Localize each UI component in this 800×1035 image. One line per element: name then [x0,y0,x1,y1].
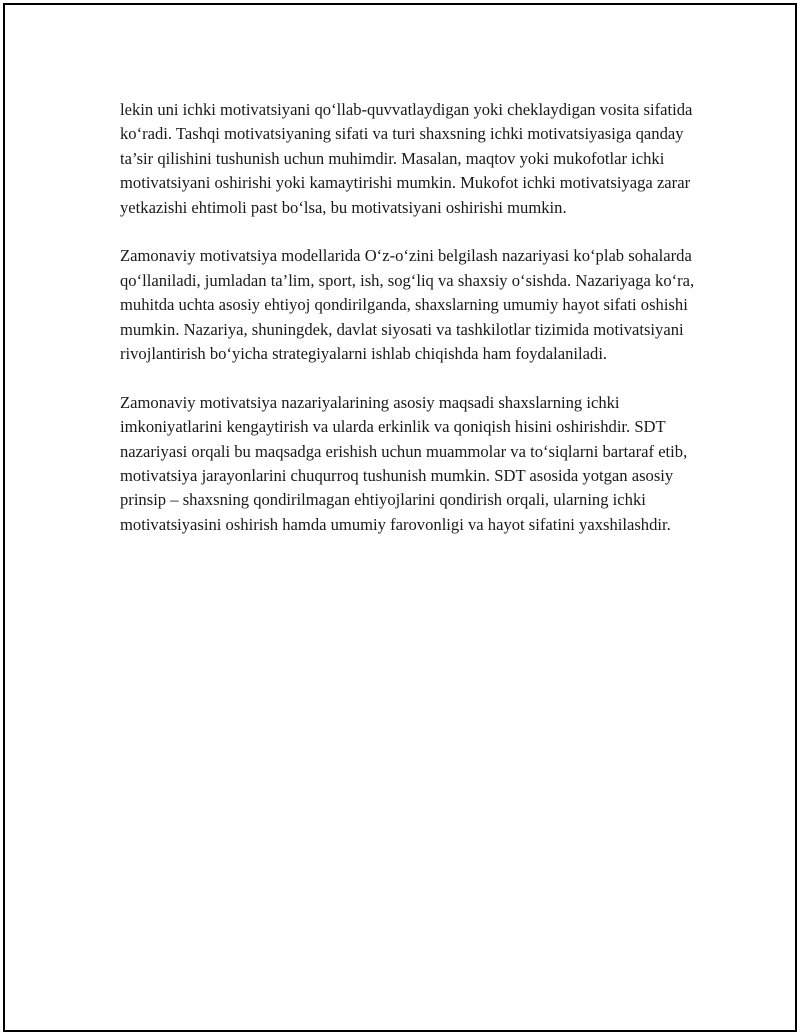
paragraph-1: lekin uni ichki motivatsiyani qo‘llab-quvvatlaydigan yoki cheklaydigan vosita sifatida ko‘radi. Tashqi motivatsiyaning sifati va turi shaxsning ichki motivatsiyasiga qanday ta’sir qilishini tushunish uchun muhimdir. Masalan, maqtov yoki mukofotlar ichki motivatsiyani oshirishi yoki kamaytirishi mumkin. Mukofot ichki motivatsiyaga zarar yetkazishi ehtimoli past bo‘lsa, bu motivatsiyani oshirishi mumkin. [120,100,693,217]
paragraph-3: Zamonaviy motivatsiya nazariyalarining asosiy maqsadi shaxslarning ichki imkoniyatlarini kengaytirish va ularda erkinlik va qoniqish hisini oshirishdir. SDT nazariyasi orqali bu maqsadga erishish uchun muammolar va to‘siqlarni bartaraf etib, motivatsiya jarayonlarini chuqurroq tushunish mumkin. SDT asosida yotgan asosiy prinsip – shaxsning qondirilmagan ehtiyojlarini qondirish orqali, ularning ichki motivatsiyasini oshirish hamda umumiy farovonligi va hayot sifatini yaxshilashdir. [120,392,688,534]
page-body [120,98,700,562]
document-page [3,3,797,1032]
paragraph-2: Zamonaviy motivatsiya modellarida O‘z-o‘zini belgilash nazariyasi ko‘plab sohalarda qo‘llaniladi, jumladan ta’lim, sport, ish, sog‘liq va shaxsiy o‘sishda. Nazariyaga ko‘ra, muhitda uchta asosiy ehtiyoj qondirilganda, shaxslarning umumiy hayot sifati oshishi mumkin. Nazariya, shuningdek, davlat siyosati va tashkilotlar tizimida motivatsiyani rivojlantirish bo‘yicha strategiyalarni ishlab chiqishda ham foydalaniladi. [120,246,695,364]
